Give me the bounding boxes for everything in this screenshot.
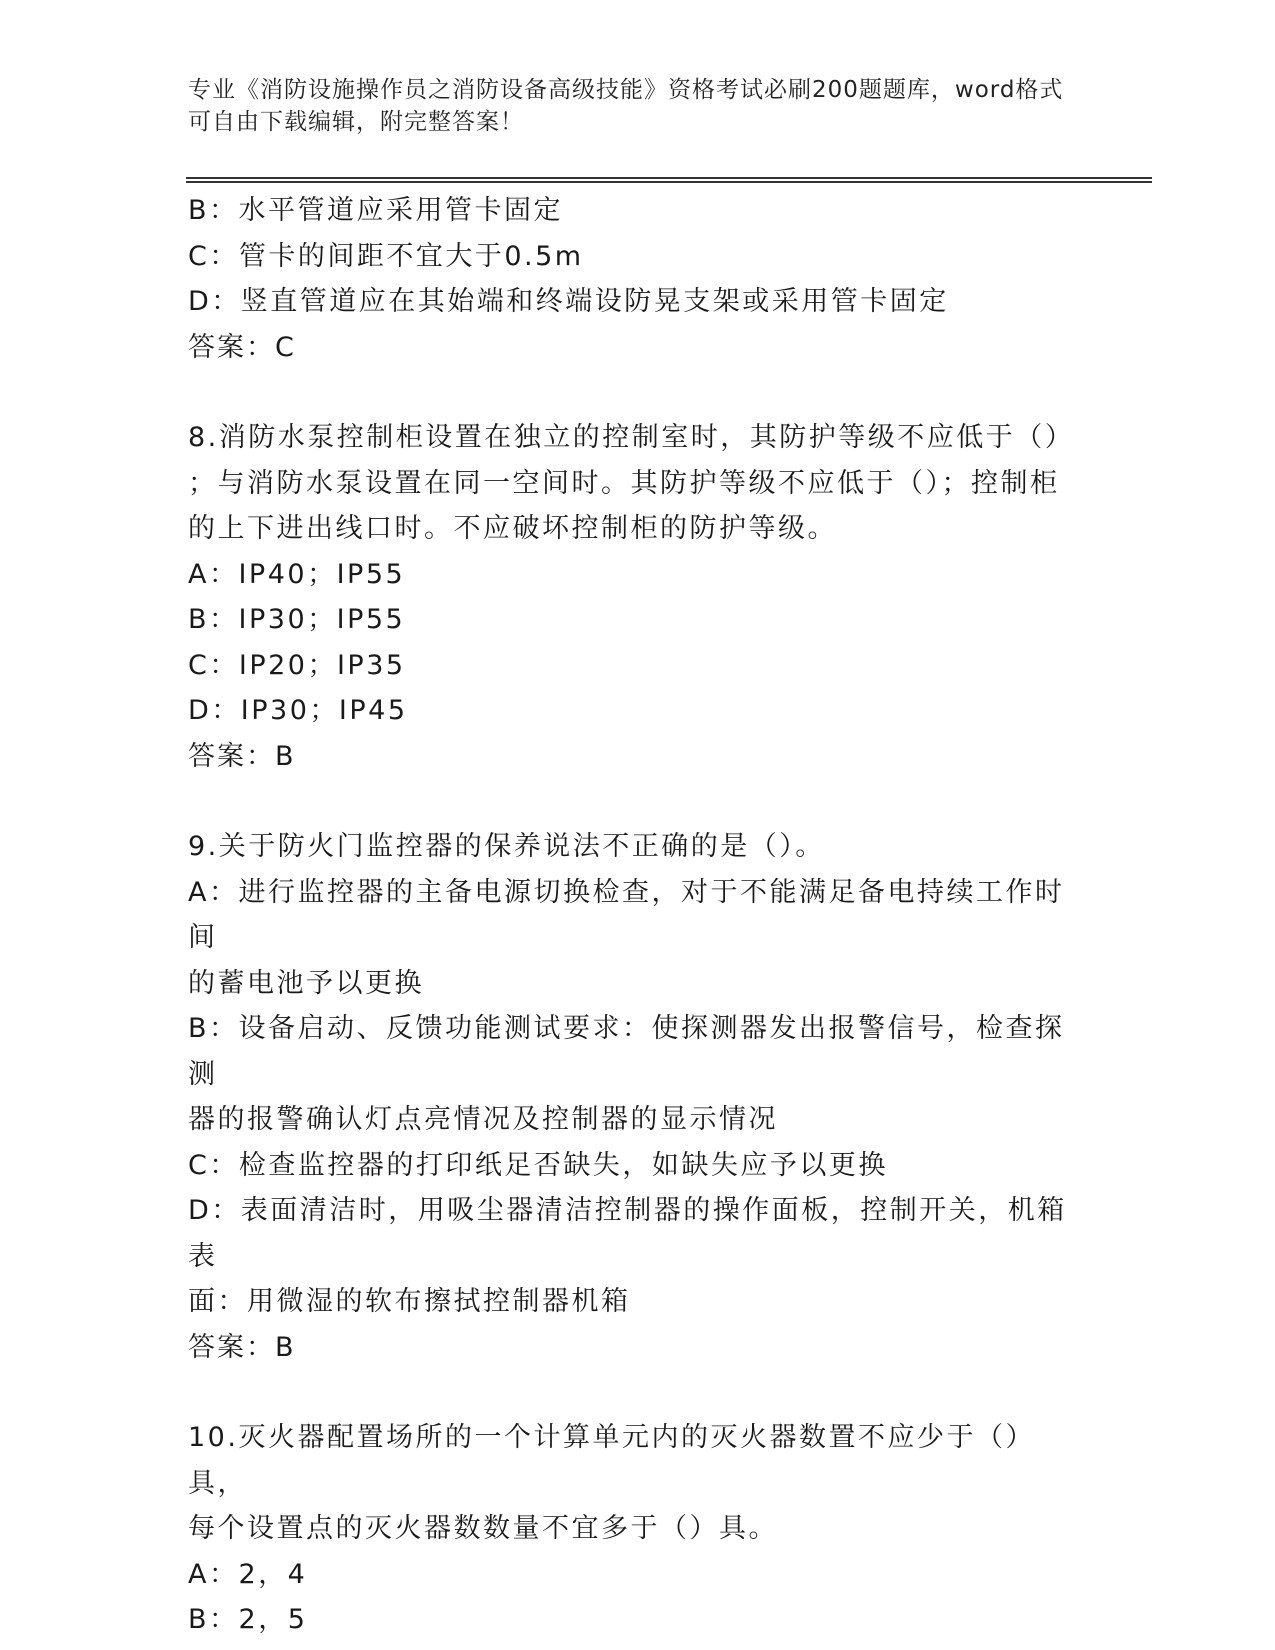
q9-option-c: C：检查监控器的打印纸足否缺失，如缺失应予以更换 (188, 1149, 888, 1181)
document-header: 专业《消防设施操作员之消防设备高级技能》资格考试必刷200题题库，word格式可自由下载编辑，附完整答案！ (188, 77, 1064, 135)
q8-option-b: B：IP30；IP55 (188, 604, 406, 635)
q9-stem: 9.关于防火门监控器的保养说法不正确的是（）。 (188, 831, 825, 862)
q10-option-b: B：2，5 (188, 1604, 308, 1635)
q8-stem-line-1: 8.消防水泵控制柜设置在独立的控制室时，其防护等级不应低于（） (188, 422, 1075, 453)
q8-option-d: D：IP30；IP45 (188, 695, 408, 726)
spacer (188, 370, 1078, 415)
q9-answer: 答案：B (188, 1331, 296, 1363)
q10-stem-line-1: 10.灭火器配置场所的一个计算单元内的灭火器数置不应少于（）具， (188, 1422, 1035, 1499)
question-content (188, 188, 1078, 1643)
q9-option-d-line-2: 面：用微湿的软布擦拭控制器机箱 (188, 1286, 631, 1317)
q8-stem-line-3: 的上下进出线口时。不应破坏控制柜的防护等级。 (188, 513, 837, 544)
q7-option-d: D：竖直管道应在其始端和终端设防晃支架或采用管卡固定 (188, 286, 949, 317)
q7-option-c: C：管卡的间距不宜大于0.5m (188, 240, 584, 272)
q7-answer: 答案：C (188, 331, 296, 363)
q8-answer: 答案：B (188, 740, 296, 772)
q8-option-c: C：IP20；IP35 (188, 649, 406, 681)
q10-stem-line-2: 每个设置点的灭火器数数量不宜多于（）具。 (188, 1513, 778, 1544)
spacer (188, 1370, 1078, 1415)
header-rule-bottom (186, 181, 1152, 183)
header-rule-top (186, 177, 1152, 179)
q8-option-a: A：IP40；IP55 (188, 558, 406, 590)
q9-option-b-line-2: 器的报警确认灯点亮情况及控制器的显示情况 (188, 1104, 778, 1135)
q7-option-b: B：水平管道应采用管卡固定 (188, 195, 564, 226)
q9-option-a-line-2: 的蓄电池予以更换 (188, 967, 424, 999)
spacer (188, 779, 1078, 824)
q8-stem-line-2: ；与消防水泵设置在同一空间时。其防护等级不应低于（）；控制柜 (188, 467, 1060, 499)
q9-option-d-line-1: D：表面清洁时，用吸尘器清洁控制器的操作面板，控制开关，机箱表 (188, 1195, 1067, 1272)
q9-option-a-line-1: A：进行监控器的主备电源切换检查，对于不能满足备电持续工作时间 (188, 876, 1065, 953)
q10-option-a: A：2，4 (188, 1558, 308, 1590)
q9-option-b-line-1: B：设备启动、反馈功能测试要求：使探测器发出报警信号，检查探测 (188, 1013, 1065, 1090)
